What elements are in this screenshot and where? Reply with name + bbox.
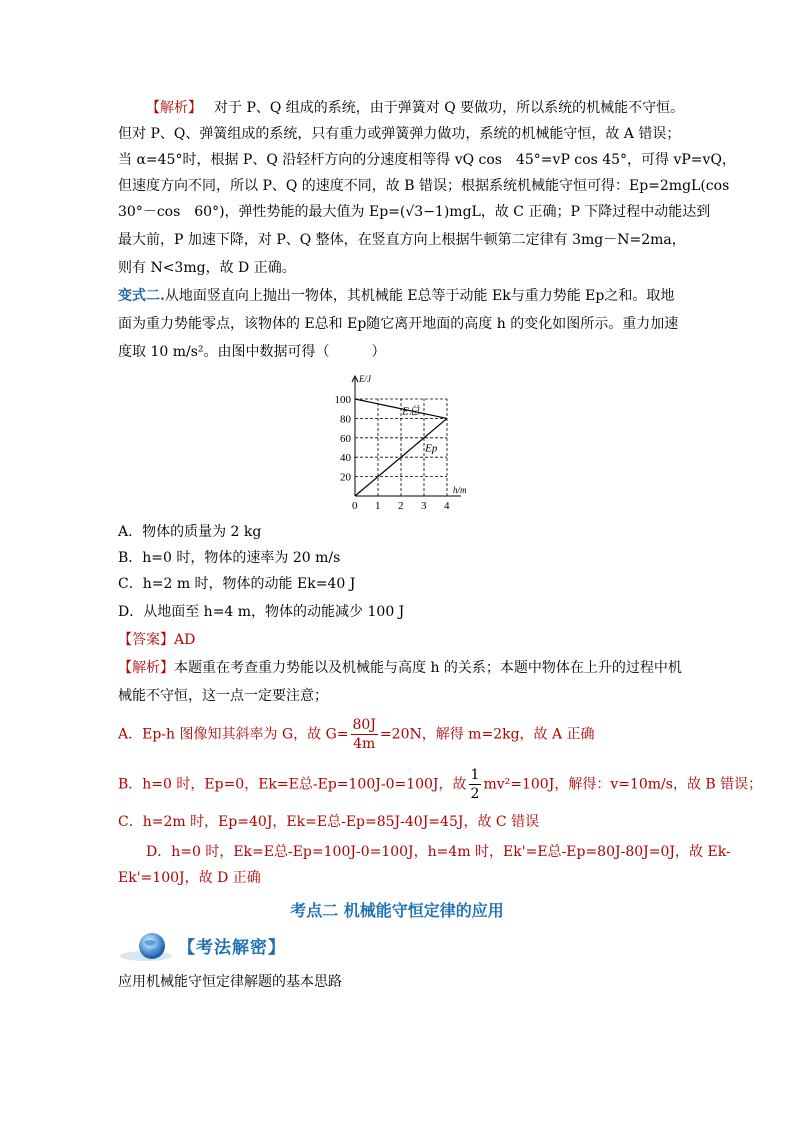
analysis1-line7: 则有 N<3mg，故 D 正确。 [118, 260, 296, 276]
analysis2-lineA [118, 716, 595, 753]
energy-height-chart [320, 372, 490, 512]
x-tick-label: 1 [375, 500, 381, 512]
y-tick-label: 20 [340, 471, 351, 484]
y-tick-label: 60 [340, 432, 351, 445]
y-tick-label: 80 [340, 413, 351, 426]
x-tick-label: 3 [421, 500, 427, 512]
y-tick-label: 40 [340, 452, 351, 465]
answer-label: 【答案】 [118, 632, 174, 648]
series-label-e-total: E总 [402, 405, 420, 418]
lineA-post: =20N，解得 m=2kg，故 A 正确 [379, 726, 595, 743]
analysis2-lineD1: D．h=0 时，Ek=E总-Ep=100J-0=100J，h=4m 时，Ek'=E总-Ep=80J-80J=0J，故 Ek- [146, 844, 731, 860]
analysis1-line6: 最大前，P 加速下降，对 P、Q 整体，在竖直方向上根据牛顿第二定律有 3mg－N=2ma， [118, 232, 686, 248]
variant-label: 变式二. [118, 288, 165, 304]
section-heading: 考点二 机械能守恒定律的应用 [290, 901, 504, 920]
variant2-line2: 面为重力势能零点，该物体的 E总和 Ep随它离开地面的高度 h 的变化如图所示。重力加速 [118, 316, 679, 332]
analysis2-lineB [118, 766, 762, 803]
x-tick-label: 2 [398, 500, 404, 512]
y-tick-label: 100 [334, 394, 351, 406]
answer-value: AD [174, 632, 196, 648]
analysis2-line2: 械能不守恒，这一点一定要注意； [118, 688, 328, 704]
analysis2-lineC: C．h=2m 时，Ep=40J，Ek=E总-Ep=85J-40J=45J，故 C 错误 [118, 814, 540, 830]
x-tick-label: 0 [352, 500, 358, 512]
section-intro: 应用机械能守恒定律解题的基本思路 [118, 974, 342, 990]
analysis2-line1 [118, 658, 682, 678]
frac-den: 2 [470, 786, 480, 802]
series-label-ep: Ep [425, 442, 438, 455]
variant2-line1 [118, 286, 674, 306]
lineB-post: mv²=100J，解得：v=10m/s，故 B 错误； [483, 776, 763, 793]
variant2-text1: 从地面竖直向上抛出一物体，其机械能 E总等于动能 Ek与重力势能 Ep之和。取地 [164, 288, 675, 304]
fraction-80J-4m [351, 716, 378, 753]
answer-line [118, 630, 195, 650]
analysis2-text1: 本题重在考查重力势能以及机械能与高度 h 的关系；本题中物体在上升的过程中机 [174, 660, 682, 676]
y-axis-label: E/J [359, 374, 371, 384]
lineB-pre: B．h=0 时，Ep=0，Ek=E总-Ep=100J-0=100J，故 [118, 776, 467, 793]
frac-den: 4m [353, 736, 376, 752]
frac-num: 1 [470, 767, 480, 783]
analysis1-line1 [118, 98, 684, 118]
analysis1-line5: 30°－cos 60°)，弹性势能的最大值为 Ep=(√3−1)mgL，故 C 正确；P 下降过程中动能达到 [118, 204, 711, 220]
analysis1-line3: 当 α=45°时，根据 P、Q 沿轻杆方向的分速度相等得 vQ cos 45°=vP cos 45°，可得 vP=vQ， [118, 152, 736, 168]
analysis2-label: 【解析】 [118, 660, 174, 676]
option-b: B．h=0 时，物体的速率为 20 m/s [118, 550, 341, 566]
option-d: D．从地面至 h=4 m，物体的动能减少 100 J [118, 604, 405, 620]
x-tick-label: 4 [444, 500, 450, 512]
kaofa-banner [118, 930, 318, 964]
fraction-1-2 [469, 766, 482, 803]
lineA-pre: A．Ep-h 图像知其斜率为 G，故 G= [118, 726, 349, 743]
globe-icon [118, 930, 178, 964]
option-c: C．h=2 m 时，物体的动能 Ek=40 J [118, 576, 356, 592]
option-a: A．物体的质量为 2 kg [118, 524, 262, 540]
x-axis-label: h/m [453, 485, 467, 495]
analysis-label: 【解析】 [146, 100, 202, 116]
analysis1-line2: 但对 P、Q、弹簧组成的系统，只有重力或弹簧弹力做功，系统的机械能守恒，故 A 错误； [118, 126, 681, 142]
analysis1-text1: 对于 P、Q 组成的系统，由于弹簧对 Q 要做功，所以系统的机械能不守恒。 [214, 100, 685, 116]
analysis2-lineD2: Ek'=100J，故 D 正确 [118, 870, 261, 886]
kaofa-title: 【考法解密】 [178, 938, 286, 958]
analysis1-line4: 但速度方向不同，所以 P、Q 的速度不同，故 B 错误；根据系统机械能守恒可得：Ep=2mgL(cos [118, 178, 730, 194]
variant2-line3: 度取 10 m/s²。由图中数据可得（ ） [118, 344, 386, 360]
frac-num: 80J [352, 717, 376, 733]
